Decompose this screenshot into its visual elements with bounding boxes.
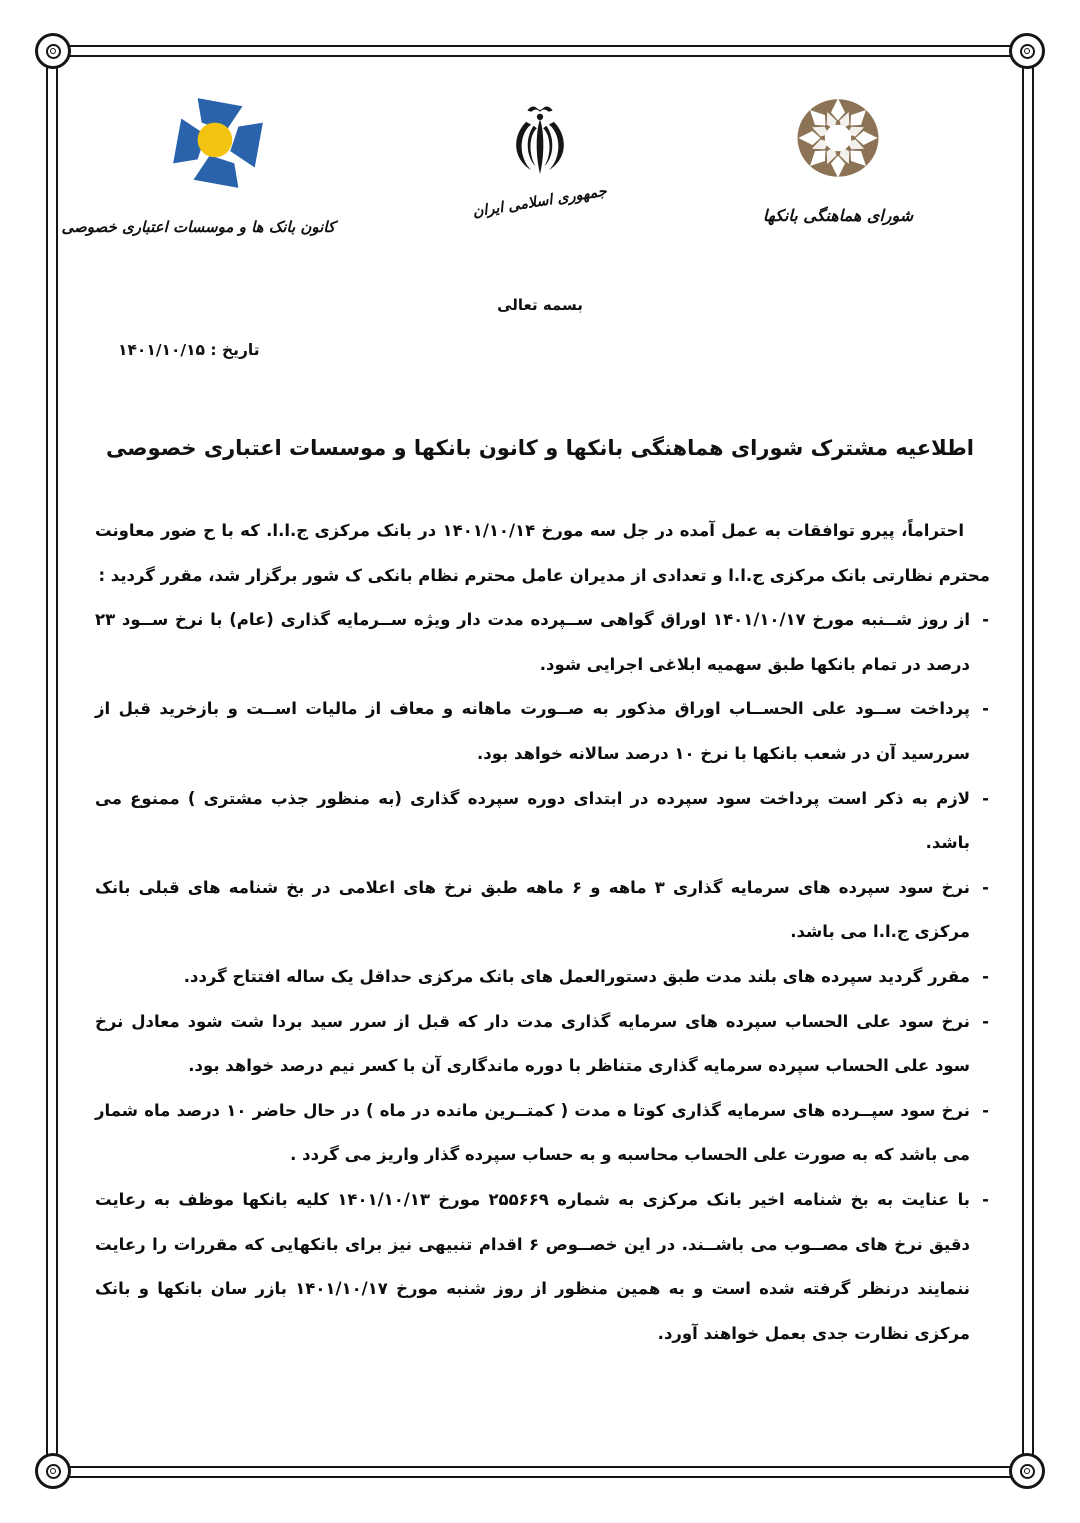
bullet-dash: - bbox=[982, 1189, 989, 1209]
document-title: اطلاعیه مشترک شورای هماهنگی بانکها و کانون بانکها و موسسات اعتباری خصوصی bbox=[105, 436, 974, 460]
council-logo-caption: شورای هماهنگی بانکها bbox=[762, 206, 914, 225]
bullet-dash: - bbox=[982, 699, 989, 719]
bullet-dash: - bbox=[982, 1100, 989, 1120]
bullet-text: مقرر گردید سپرده های بلند مدت طبق دستورالعمل های بانک مرکزی حداقل یک ساله افتتاح گردد. bbox=[183, 966, 970, 986]
council-of-banks-logo bbox=[738, 94, 938, 225]
bullet-text: پرداخت ســود علی الحســاب اوراق مذکور به صــورت ماهانه و معاف از مالیات اســت و بازخرید قبل از سررسید آن در شعب بانکها با نرخ ۱۰ درصد سالانه خواهد بود. bbox=[95, 699, 970, 763]
iri-logo-caption: جمهوری اسلامی ایران bbox=[471, 183, 609, 221]
bullet-text: نرخ سود سپــرده های سرمایه گذاری کوتا ه مدت ( کمتــرین مانده در ماه ) در حال حاضر ۱۰ درصد ماه شمار می باشد که به صورت علی الحساب محاسبه و به حساب سپرده گذار واریز می گردد . bbox=[95, 1100, 971, 1165]
bullet-dash: - bbox=[982, 1011, 989, 1031]
date-line: تاریخ : ۱۴۰۱/۱۰/۱۵ bbox=[118, 341, 260, 359]
iran-government-logo bbox=[450, 100, 630, 221]
bullet-item bbox=[95, 1178, 990, 1356]
corner-medallion-icon bbox=[1009, 33, 1045, 69]
bullet-text: نرخ سود سپرده های سرمایه گذاری ۳ ماهه و ۶ ماهه طبق نرخ های اعلامی در بخ شنامه های قبلی بانک مرکزی ج.ا.ا می باشد. bbox=[95, 877, 970, 942]
bullet-dash: - bbox=[982, 877, 989, 897]
bullet-text: با عنایت به بخ شنامه اخیر بانک مرکزی به شماره ۲۵۵۶۶۹ مورخ ۱۴۰۱/۱۰/۱۳ کلیه بانکها موظف به رعایت دقیق نرخ های مصــوب می باشــند. در این خصــوص ۶ اقدام تنبیهی نیز برای بانکهایی که مقررات را رعایت ننمایند درنظر گرفته شده است و به همین منظور از روز شنبه مورخ ۱۴۰۱/۱۰/۱۷ بازر سان بانکها و بانک مرکزی نظارت جدی بعمل خواهند آورد. bbox=[95, 1189, 971, 1343]
iran-emblem-icon bbox=[502, 100, 578, 192]
intro-paragraph: احتراماً، پیرو توافقات به عمل آمده در جل سه مورخ ۱۴۰۱/۱۰/۱۴ در بانک مرکزی ج.ا.ا. که با ح ضور معاونت محترم نظارتی بانک مرکزی ج.ا.ا و تعدادی از مدیران عامل محترم نظام بانکی ک شور برگزار شد، مقرر گردید : bbox=[95, 521, 990, 585]
corner-medallion-icon bbox=[35, 1453, 71, 1489]
bullet-dash: - bbox=[982, 610, 989, 630]
bullet-item bbox=[95, 1000, 990, 1089]
corner-medallion-icon bbox=[1009, 1453, 1045, 1489]
association-logo-caption: کانون بانک ها و موسسات اعتباری خصوصی bbox=[61, 218, 335, 236]
pinwheel-icon bbox=[167, 92, 269, 194]
bullet-dash: - bbox=[982, 788, 989, 808]
rosette-star-icon bbox=[792, 94, 884, 182]
bullet-item bbox=[95, 598, 990, 687]
banks-association-logo bbox=[61, 92, 335, 236]
bullet-item bbox=[95, 955, 990, 1000]
document-body bbox=[95, 509, 990, 1356]
bullet-text: از روز شــنبه مورخ ۱۴۰۱/۱۰/۱۷ اوراق گواهی ســپرده مدت دار ویژه ســرمایه گذاری (عام) با نرخ ســود ۲۳ درصد در تمام بانکها طبق سهمیه ابلاغی اجرایی شود. bbox=[95, 610, 970, 674]
bullet-item bbox=[95, 866, 990, 955]
bullet-item bbox=[95, 687, 990, 776]
corner-medallion-icon bbox=[35, 33, 71, 69]
bullet-dash: - bbox=[982, 966, 989, 986]
bismillah-text: بسمه تعالی bbox=[497, 296, 583, 314]
bullet-item bbox=[95, 777, 990, 866]
bullet-text: نرخ سود علی الحساب سپرده های سرمایه گذاری مدت دار که قبل از سرر سید بردا شت شود معادل نرخ سود علی الحساب سپرده سرمایه گذاری متناظر با دوره ماندگاری آن با کسر نیم درصد خواهد بود. bbox=[95, 1011, 970, 1076]
bullet-item bbox=[95, 1089, 990, 1178]
bullet-text: لازم به ذکر است پرداخت سود سپرده در ابتدای دوره سپرده گذاری (به منظور جذب مشتری ) ممنوع می باشد. bbox=[95, 788, 970, 853]
